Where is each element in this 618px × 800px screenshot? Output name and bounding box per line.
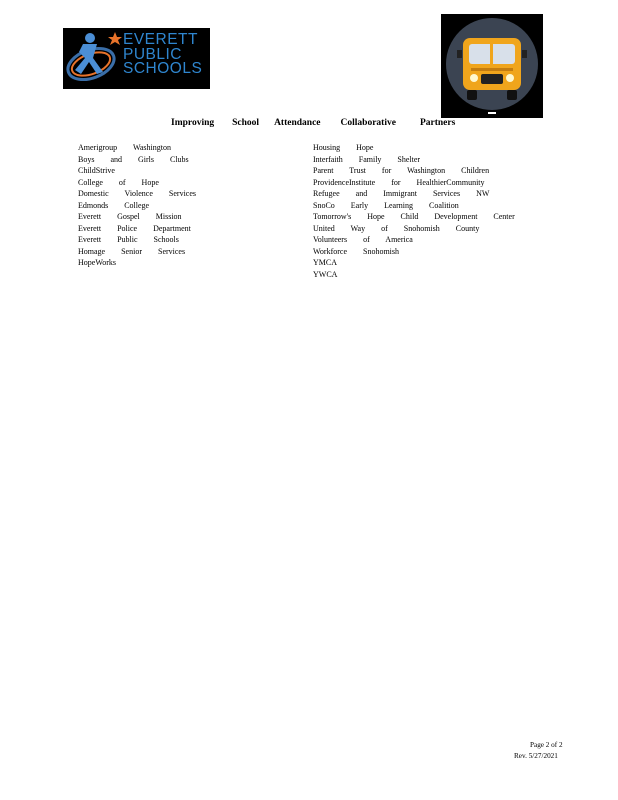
list-item: ChildStrive (78, 166, 115, 175)
runner-swoosh-icon (63, 28, 123, 89)
list-item: Interfaith Family Shelter (313, 154, 421, 164)
list-item: YWCA (313, 269, 338, 279)
list-item: Homage Senior Services (78, 246, 186, 256)
list-item: Boys and Girls Clubs (78, 154, 189, 164)
title-word-school: School (232, 118, 260, 128)
list-item: Volunteers of America (313, 235, 413, 244)
title-word-improving: Improving (171, 118, 215, 128)
list-item: United Way of Snohomish County (313, 223, 480, 233)
list-item: Amerigroup Washington (78, 143, 171, 152)
list-item: Parent Trust for Washington Children (313, 166, 490, 175)
list-item: ProvidenceInstitute for HealthierCommunity (313, 177, 485, 187)
list-item: SnoCo Early Learning Coalition (313, 200, 459, 210)
list-item: Everett Gospel Mission (78, 212, 182, 221)
title-word-collaborative: Collaborative (340, 118, 396, 128)
logo-line-1: EVERETT (123, 31, 198, 48)
list-item: Tomorrow's Hope Child Development Center (313, 212, 515, 221)
logo-line-2: PUBLIC (123, 45, 182, 63)
partners-list-left (78, 142, 218, 269)
title-word-attendance: Attendance (274, 118, 321, 128)
list-item: Housing Hope (313, 143, 374, 152)
list-item: Everett Police Department (78, 223, 191, 233)
page-number: Page 2 of 2 (530, 741, 563, 749)
logo-line-3: SCHOOLS (123, 60, 203, 77)
list-item: HopeWorks (78, 258, 117, 267)
list-item: Workforce Snohomish (313, 246, 400, 256)
list-item: Edmonds College (78, 200, 150, 210)
list-item: Everett Public Schools (78, 235, 179, 244)
title-word-partners: Partners (419, 118, 456, 128)
school-bus-image (441, 14, 543, 118)
district-logo (63, 28, 210, 89)
page-title (171, 118, 455, 128)
list-item: College of Hope (78, 177, 159, 187)
partners-list-right (313, 142, 515, 280)
school-bus-icon (441, 14, 543, 118)
list-item: Refugee and Immigrant Services NW (313, 189, 490, 198)
list-item: Domestic Violence Services (78, 189, 197, 198)
logo-wordmark (123, 33, 202, 77)
list-item: YMCA (313, 258, 338, 267)
revision-date: Rev. 5/27/2021 (514, 752, 558, 760)
